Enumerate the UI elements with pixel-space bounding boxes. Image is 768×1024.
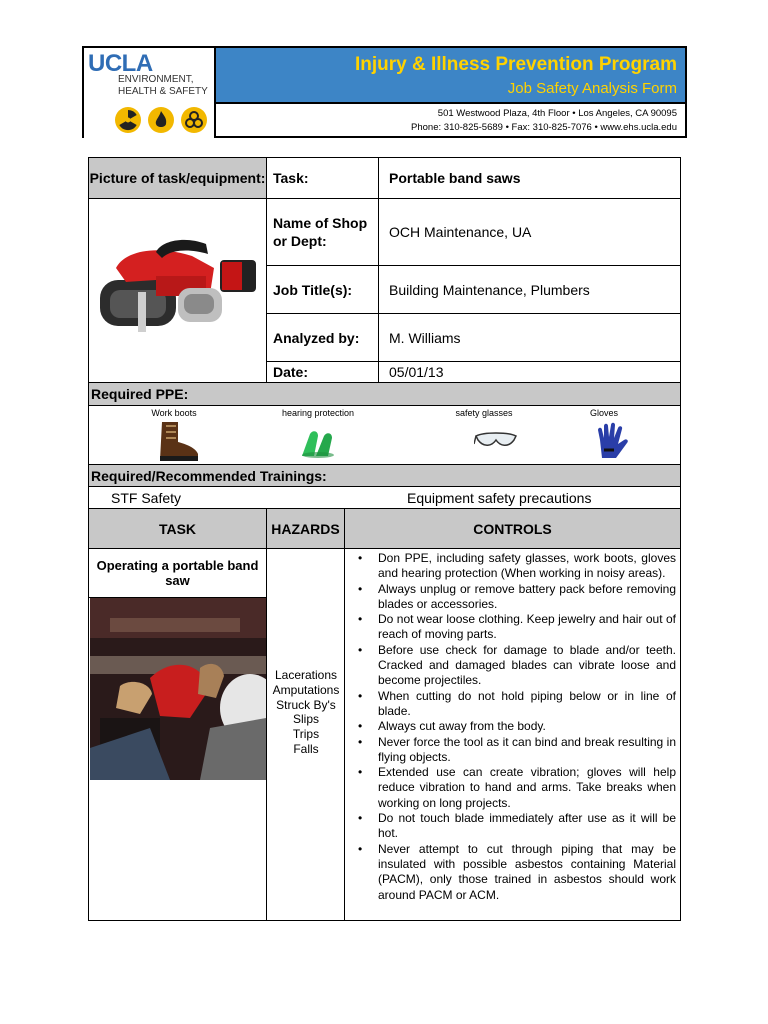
date-value: 05/01/13 bbox=[389, 364, 444, 380]
contact-line: Phone: 310-825-5689 • Fax: 310-825-7076 • www.ehs.ucla.edu bbox=[411, 122, 677, 133]
controls-list bbox=[352, 551, 676, 903]
hazard-item: Struck By's bbox=[276, 697, 336, 712]
control-item: • When cutting do not hold piping below or in line of blade. bbox=[352, 689, 676, 720]
ppe-label-boots: Work boots bbox=[151, 408, 197, 418]
control-item: • Do not touch blade immediately after use as it will be hot. bbox=[352, 811, 676, 842]
work-boot-icon bbox=[156, 420, 200, 462]
control-item: • Before use check for damage to blade and/or teeth. Cracked and damaged blades can vibrate loose and become projectiles. bbox=[352, 643, 676, 689]
job-title-value: Building Maintenance, Plumbers bbox=[389, 281, 590, 298]
ppe-label-gloves: Gloves bbox=[589, 408, 618, 418]
task-label: Task: bbox=[273, 170, 309, 186]
control-item: • Always unplug or remove battery pack before removing blades or accessories. bbox=[352, 582, 676, 613]
picture-label: Picture of task/equipment: bbox=[89, 169, 266, 186]
job-title-label: Job Title(s): bbox=[273, 281, 353, 298]
control-item: • Extended use can create vibration; gloves will help reduce vibration to hand and arms. Take breaks when working on long projects. bbox=[352, 765, 676, 811]
ppe-heading: Required PPE: bbox=[91, 386, 189, 402]
control-item: • Never attempt to cut through piping that may be insulated with possible asbestos containing Material (PACM), only those trained in asbestos should work around PACM or ACM. bbox=[352, 842, 676, 903]
task-photo-image bbox=[90, 598, 266, 780]
task-column-header: TASK bbox=[158, 520, 197, 537]
hazards-list bbox=[267, 668, 345, 757]
shop-label: Name of Shop or Dept: bbox=[273, 215, 368, 249]
program-title: Injury & Illness Prevention Program bbox=[354, 54, 677, 75]
ppe-label-glasses: safety glasses bbox=[455, 408, 513, 418]
control-item: • Always cut away from the body. bbox=[352, 719, 676, 734]
ehs-dept-name: ENVIRONMENT, HEALTH & SAFETY bbox=[118, 74, 208, 97]
ppe-label-hearing: hearing protection bbox=[281, 408, 355, 418]
band-saw-image bbox=[96, 232, 260, 334]
ucla-logo: UCLA bbox=[88, 50, 153, 77]
earplug-icon bbox=[298, 426, 338, 458]
hazard-item: Slips bbox=[292, 712, 319, 727]
analyzed-by-label: Analyzed by: bbox=[273, 329, 360, 346]
training-item: Equipment safety precautions bbox=[407, 489, 592, 506]
gloves-icon bbox=[594, 422, 630, 460]
hazard-item: Falls bbox=[293, 741, 319, 756]
analyzed-by-value: M. Williams bbox=[389, 329, 461, 346]
hazard-symbols-icon bbox=[114, 106, 210, 134]
control-item: • Do not wear loose clothing. Keep jewelry and hair out of reach of moving parts. bbox=[352, 612, 676, 643]
hazard-item: Amputations bbox=[272, 682, 340, 697]
hazard-item: Trips bbox=[292, 727, 320, 742]
hazards-column-header: HAZARDS bbox=[271, 520, 340, 537]
address-block bbox=[214, 104, 687, 138]
task-name: Operating a portable band saw bbox=[96, 558, 259, 588]
program-banner bbox=[214, 46, 687, 104]
shop-value: OCH Maintenance, UA bbox=[389, 224, 532, 240]
date-label: Date: bbox=[273, 364, 309, 380]
control-item: • Don PPE, including safety glasses, work boots, gloves and hearing protection (When working in noisy areas). bbox=[352, 551, 676, 582]
control-item: • Never force the tool as it can bind and break resulting in flying objects. bbox=[352, 735, 676, 766]
trainings-heading: Required/Recommended Trainings: bbox=[91, 467, 327, 484]
hazard-item: Lacerations bbox=[274, 668, 338, 682]
safety-glasses-icon bbox=[474, 430, 518, 452]
form-title: Job Safety Analysis Form bbox=[507, 80, 677, 97]
training-item: STF Safety bbox=[111, 489, 182, 506]
task-value: Portable band saws bbox=[389, 170, 521, 186]
controls-column-header: CONTROLS bbox=[473, 520, 552, 537]
address-line: 501 Westwood Plaza, 4th Floor • Los Angeles, CA 90095 bbox=[437, 108, 677, 119]
